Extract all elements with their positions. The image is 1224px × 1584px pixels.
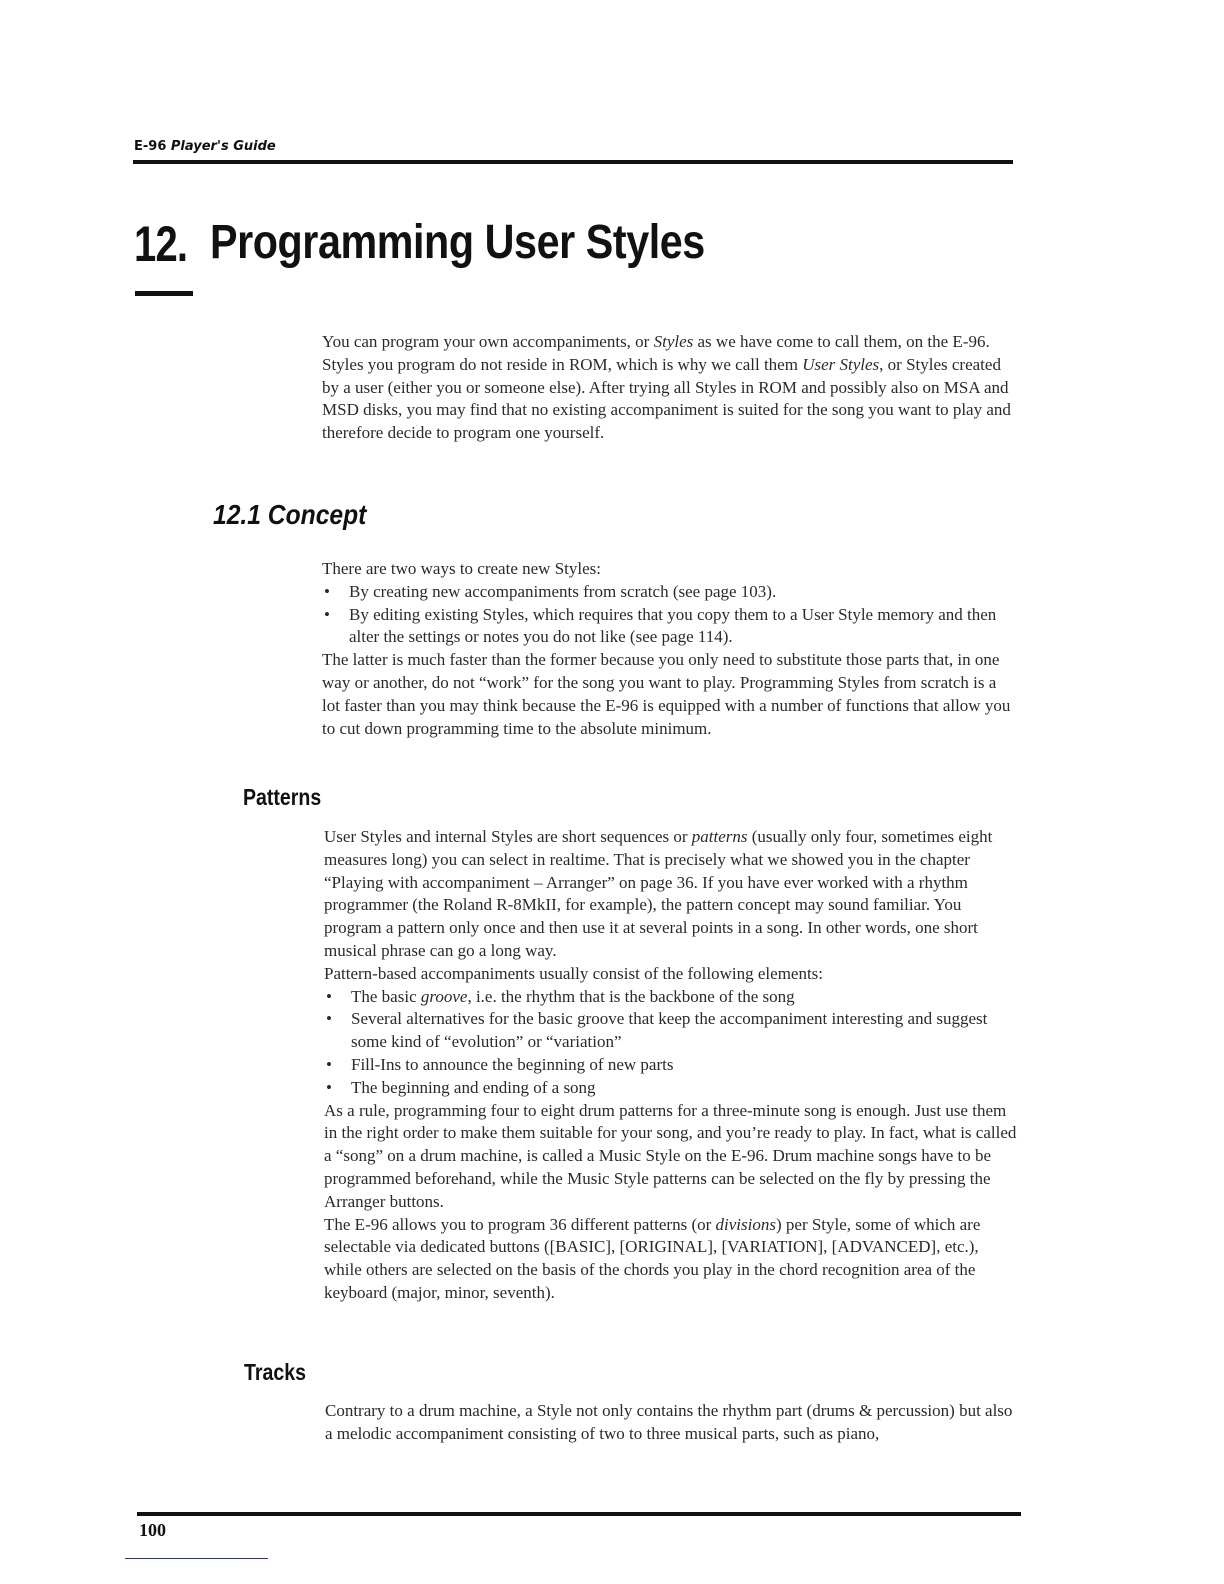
tracks-body	[325, 1400, 1020, 1446]
section-heading-concept: 12.1 Concept	[213, 499, 367, 530]
footer-rule	[137, 1512, 1021, 1516]
header-model: E-96	[134, 139, 167, 154]
subheading-tracks: Tracks	[244, 1359, 306, 1385]
chapter-number-underline	[135, 291, 193, 296]
chapter-number: 12.	[134, 216, 188, 272]
patterns-list	[324, 986, 1019, 1100]
list-item: • The basic groove, i.e. the rhythm that is the backbone of the song	[324, 986, 1019, 1009]
patterns-paragraph: User Styles and internal Styles are short sequences or patterns (usually only four, sometimes eight measures long) you can select in realtime. That is precisely what we showed you in the chapter “Playing with accompaniment – Arranger” on page 36. If you have ever worked with a rhythm programmer (the Roland R-8MkII, for example), the pattern concept may sound familiar. You program a pattern only once and then use it at several points in a song. In other words, one short musical phrase can go a long way.	[324, 827, 993, 960]
tracks-paragraph: Contrary to a drum machine, a Style not only contains the rhythm part (drums & percussion) but also a melodic accompaniment consisting of two to three musical parts, such as piano,	[325, 1401, 1013, 1443]
chapter-title: Programming User Styles	[210, 216, 705, 269]
concept-body	[322, 558, 1017, 740]
footer-blue-line	[125, 1558, 268, 1559]
list-item: • Fill-Ins to announce the beginning of new parts	[324, 1054, 1019, 1077]
running-header	[134, 139, 276, 154]
patterns-paragraph: Pattern-based accompaniments usually consist of the following elements:	[324, 963, 824, 983]
concept-lead: There are two ways to create new Styles:	[322, 559, 601, 578]
subheading-patterns: Patterns	[243, 784, 322, 810]
concept-paragraph: The latter is much faster than the former because you only need to substitute those parts that, in one way or another, do not “work” for the song you want to play. Programming Styles from scratch is a lot faster than you may think because the E-96 is equipped with a number of functions that allow you to cut down programming time to the absolute minimum.	[322, 650, 1011, 738]
header-guide: Player's Guide	[170, 139, 276, 154]
patterns-body	[324, 826, 1019, 1305]
page-number: 100	[139, 1520, 166, 1540]
list-item: • By creating new accompaniments from scratch (see page 103).	[322, 581, 1017, 604]
header-rule	[133, 160, 1013, 164]
concept-list	[322, 581, 1017, 649]
list-item: • By editing existing Styles, which requires that you copy them to a User Style memory and then alter the settings or notes you do not like (see page 114).	[322, 604, 1017, 650]
list-item: • The beginning and ending of a song	[324, 1077, 1019, 1100]
patterns-paragraph: The E-96 allows you to program 36 different patterns (or divisions) per Style, some of which are selectable via dedicated buttons ([BASIC], [ORIGINAL], [VARIATION], [ADVANCED], etc.), while others are selected on the basis of the chords you play in the chord recognition area of the keyboard (major, minor, seventh).	[324, 1214, 981, 1302]
intro-paragraph: You can program your own accompaniments, or Styles as we have come to call them, on the E-96. Styles you program do not reside in ROM, which is why we call them User Styles, or Styles created by a user (either you or someone else). After trying all Styles in ROM and possibly also on MSA and MSD disks, you may find that no existing accompaniment is suited for the song you want to play and therefore decide to program one yourself.	[322, 332, 1011, 443]
patterns-paragraph: As a rule, programming four to eight drum patterns for a three-minute song is enough. Just use them in the right order to make them suitable for your song, and you’re ready to play. In fact, what is called a “song” on a drum machine, is called a Music Style on the E-96. Drum machine songs have to be programmed beforehand, while the Music Style patterns can be selected on the fly by pressing the Arranger buttons.	[324, 1100, 1017, 1211]
list-item: • Several alternatives for the basic groove that keep the accompaniment interesting and suggest some kind of “evolution” or “variation”	[324, 1008, 1019, 1054]
